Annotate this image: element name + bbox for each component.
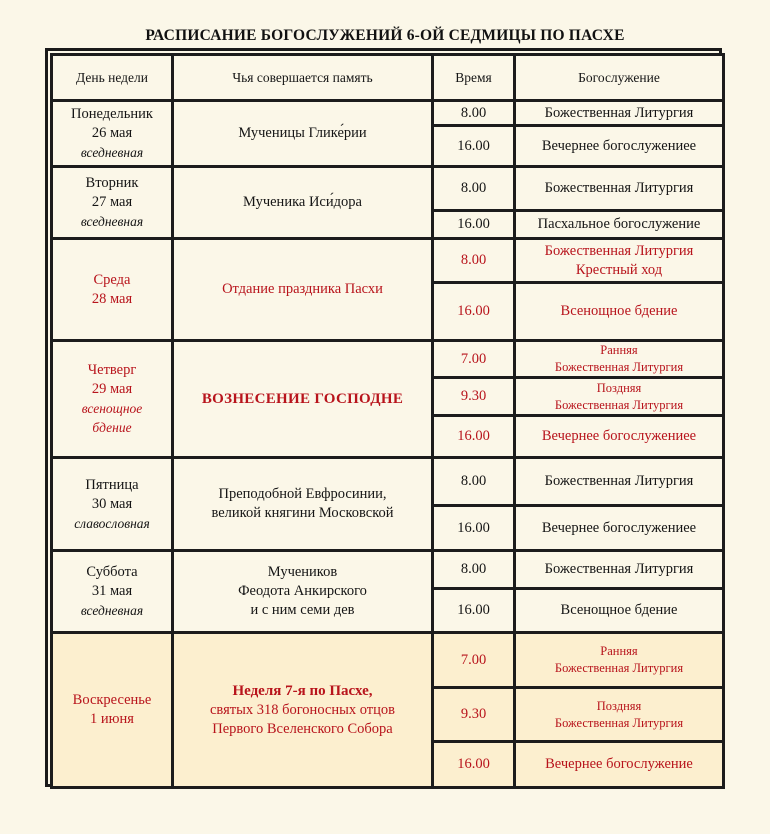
day-note: вседневная bbox=[80, 603, 144, 618]
service-cell bbox=[515, 633, 724, 688]
day-date: 28 мая bbox=[91, 290, 133, 307]
time-cell: 16.00 bbox=[433, 126, 515, 167]
time-cell: 16.00 bbox=[433, 416, 515, 458]
header-memory: Чья совершается память bbox=[173, 55, 433, 101]
day-name: Суббота bbox=[86, 564, 138, 580]
memory-line: Преподобной Евфросинии, bbox=[218, 486, 387, 502]
time-cell: 16.00 bbox=[433, 742, 515, 788]
time-cell: 7.00 bbox=[433, 341, 515, 378]
memory-cell bbox=[173, 551, 433, 633]
service-line: Божественная Литургия bbox=[554, 397, 684, 412]
day-cell bbox=[52, 167, 173, 239]
table-row bbox=[52, 167, 724, 211]
memory-line: и с ним семи дев bbox=[250, 602, 355, 618]
schedule-table bbox=[50, 53, 725, 789]
service-line: Поздняя bbox=[596, 380, 642, 395]
service-line: Ранняя bbox=[600, 644, 638, 658]
day-cell bbox=[52, 633, 173, 788]
time-cell: 16.00 bbox=[433, 211, 515, 239]
time-cell: 8.00 bbox=[433, 551, 515, 589]
day-date: 1 июня bbox=[90, 711, 134, 727]
memory-cell: Мученицы Глике́рии bbox=[173, 101, 433, 167]
service-cell: Божественная Литургия bbox=[515, 551, 724, 589]
service-line: Божественная Литургия bbox=[554, 715, 684, 730]
day-date: 29 мая bbox=[91, 381, 133, 397]
memory-line: Мучеников bbox=[267, 564, 338, 580]
header-row bbox=[52, 55, 724, 101]
time-cell: 8.00 bbox=[433, 458, 515, 506]
service-cell: Божественная Литургия bbox=[515, 458, 724, 506]
time-cell: 16.00 bbox=[433, 506, 515, 551]
header-time: Время bbox=[433, 55, 515, 101]
service-cell: Всенощное бдение bbox=[515, 589, 724, 633]
table-row bbox=[52, 633, 724, 688]
service-cell bbox=[515, 378, 724, 416]
time-cell: 8.00 bbox=[433, 101, 515, 126]
service-cell: Вечернее богослужениее bbox=[515, 506, 724, 551]
time-cell: 9.30 bbox=[433, 378, 515, 416]
day-name: Понедельник bbox=[71, 106, 153, 122]
service-line: Крестный ход bbox=[575, 261, 663, 278]
day-name: Вторник bbox=[85, 175, 139, 191]
memory-line: Первого Вселенского Собора bbox=[212, 720, 393, 737]
service-cell: Пасхальное богослужение bbox=[515, 211, 724, 239]
day-name: Четверг bbox=[87, 362, 137, 378]
memory-line: Неделя 7-я по Пасхе, bbox=[232, 682, 373, 699]
day-cell bbox=[52, 341, 173, 458]
time-cell: 7.00 bbox=[433, 633, 515, 688]
day-note: бдение bbox=[92, 420, 132, 435]
service-cell bbox=[515, 341, 724, 378]
service-cell: Всенощное бдение bbox=[515, 283, 724, 341]
memory-cell bbox=[173, 633, 433, 788]
header-service: Богослужение bbox=[515, 55, 724, 101]
day-cell bbox=[52, 101, 173, 167]
time-cell: 16.00 bbox=[433, 589, 515, 633]
memory-line: Феодота Анкирского bbox=[238, 583, 367, 599]
day-cell bbox=[52, 551, 173, 633]
service-cell: Вечернее богослужениее bbox=[515, 416, 724, 458]
header-day: День недели bbox=[52, 55, 173, 101]
page-title: РАСПИСАНИЕ БОГОСЛУЖЕНИЙ 6-ОЙ СЕДМИЦЫ ПО ПАСХЕ bbox=[145, 27, 625, 44]
day-date: 30 мая bbox=[91, 495, 133, 512]
day-name: Воскресенье bbox=[72, 692, 152, 708]
day-name: Пятница bbox=[85, 476, 139, 493]
day-cell bbox=[52, 458, 173, 551]
table-row bbox=[52, 239, 724, 283]
table-row bbox=[52, 551, 724, 589]
day-note: вседневная bbox=[80, 145, 144, 160]
day-note: вседневная bbox=[80, 214, 144, 229]
memory-cell: ВОЗНЕСЕНИЕ ГОСПОДНЕ bbox=[173, 341, 433, 458]
service-line: Божественная Литургия bbox=[554, 661, 684, 675]
memory-line: святых 318 богоносных отцов bbox=[210, 701, 395, 718]
service-line: Поздняя bbox=[596, 698, 642, 713]
service-cell: Вечернее богослужение bbox=[515, 742, 724, 788]
day-date: 31 мая bbox=[91, 583, 133, 599]
memory-cell: Отдание праздника Пасхи bbox=[173, 239, 433, 341]
memory-line: великой княгини Московской bbox=[211, 505, 394, 521]
service-cell bbox=[515, 239, 724, 283]
day-name: Среда bbox=[93, 271, 131, 288]
service-cell: Вечернее богослужениее bbox=[515, 126, 724, 167]
table-row bbox=[52, 101, 724, 126]
memory-cell: Мученика Иси́дора bbox=[173, 167, 433, 239]
day-cell bbox=[52, 239, 173, 341]
service-cell: Божественная Литургия bbox=[515, 101, 724, 126]
service-line: Ранняя bbox=[600, 343, 638, 357]
day-date: 27 мая bbox=[91, 194, 133, 210]
memory-cell bbox=[173, 458, 433, 551]
service-line: Божественная Литургия bbox=[544, 242, 694, 259]
time-cell: 8.00 bbox=[433, 167, 515, 211]
day-note: всенощное bbox=[81, 401, 143, 416]
day-date: 26 мая bbox=[91, 125, 133, 141]
service-cell bbox=[515, 688, 724, 742]
service-line: Божественная Литургия bbox=[554, 360, 684, 374]
table-row bbox=[52, 458, 724, 506]
service-cell: Божественная Литургия bbox=[515, 167, 724, 211]
table-row bbox=[52, 341, 724, 378]
time-cell: 9.30 bbox=[433, 688, 515, 742]
time-cell: 16.00 bbox=[433, 283, 515, 341]
time-cell: 8.00 bbox=[433, 239, 515, 283]
day-note: славословная bbox=[74, 515, 150, 531]
